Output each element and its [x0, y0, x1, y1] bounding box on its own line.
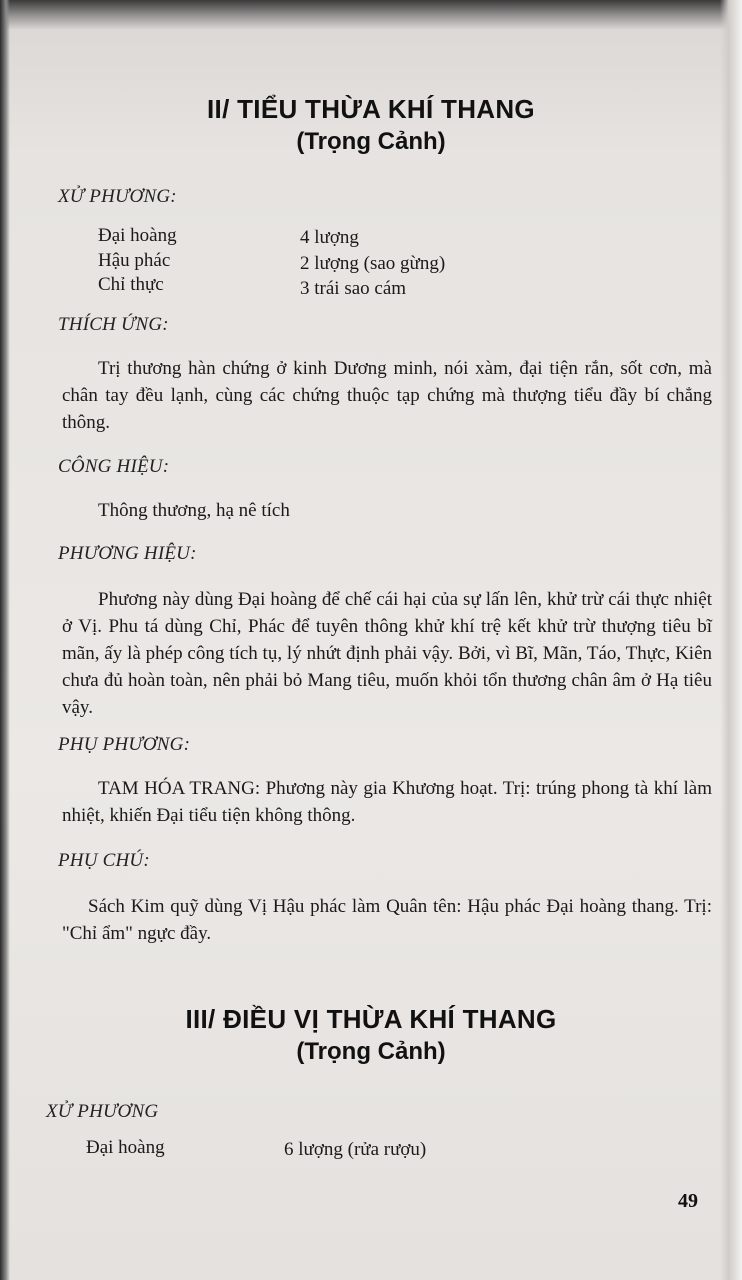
section-2-subtitle: (Trọng Cảnh)	[296, 128, 446, 155]
section-2-phuong-hieu-label: PHƯƠNG HIỆU:	[58, 543, 197, 564]
section-2-xu-phuong-label: XỬ PHƯƠNG:	[58, 186, 177, 207]
section-2-cong-hieu-label: CÔNG HIỆU:	[58, 456, 170, 477]
section-2-title: II/ TIỂU THỪA KHÍ THANG	[207, 94, 535, 124]
section-2-phu-chu-label: PHỤ CHÚ:	[58, 850, 150, 871]
page-right-edge	[720, 0, 742, 1280]
ingredient-name: Đại hoàng	[98, 225, 177, 246]
section-2-phu-phuong-label: PHỤ PHƯƠNG:	[58, 734, 191, 755]
page-top-shadow	[0, 0, 742, 30]
section-2-thich-ung-text: Trị thương hàn chứng ở kinh Dương minh, nói xàm, đại tiện rắn, sốt cơn, mà chân tay đều lạnh, cùng các chứng thuộc tạp chứng mà thượng tiểu đầy bí chẳng thông.	[62, 358, 712, 433]
page-number: 49	[678, 1190, 698, 1212]
section-2-phu-phuong-text: TAM HÓA TRANG: Phương này gia Khương hoạt. Trị: trúng phong tà khí làm nhiệt, khiến Đại tiểu tiện không thông.	[62, 778, 712, 826]
ingredient-name: Đại hoàng	[86, 1137, 165, 1158]
section-3-subtitle: (Trọng Cảnh)	[296, 1038, 446, 1065]
section-3-xu-phuong-label: XỬ PHƯƠNG	[46, 1101, 159, 1122]
section-2-thich-ung-label: THÍCH ỨNG:	[58, 314, 169, 335]
section-2-phu-chu-text: Sách Kim quỹ dùng Vị Hậu phác làm Quân tên: Hậu phác Đại hoàng thang. Trị: "Chỉ ẩm" ngực đầy.	[62, 896, 712, 944]
ingredient-name: Hậu phác	[98, 250, 171, 271]
ingredient-dose: 2 lượng (sao gừng)	[300, 253, 446, 274]
section-2-cong-hieu-text: Thông thương, hạ nê tích	[98, 500, 290, 521]
ingredient-dose: 4 lượng	[300, 227, 359, 248]
section-2-phuong-hieu-text: Phương này dùng Đại hoàng để chế cái hại của sự lấn lên, khử trừ cái thực nhiệt ở Vị. Phu tá dùng Chỉ, Phác để tuyên thông khử khí trệ kết khử trừ thượng tiêu bĩ mãn, ấy là phép công tích tụ, lý nhứt định phải vậy. Bởi, vì Bĩ, Mãn, Táo, Thực, Kiên chưa đủ hoàn toàn, nên phải bỏ Mang tiêu, muốn khỏi tổn thương chân âm ở Hạ tiêu vậy.	[62, 589, 712, 718]
ingredient-dose: 3 trái sao cám	[300, 278, 407, 299]
ingredient-dose: 6 lượng (rửa rượu)	[284, 1139, 427, 1160]
ingredient-name: Chỉ thực	[98, 274, 164, 295]
section-3-title: III/ ĐIỀU VỊ THỪA KHÍ THANG	[185, 1004, 557, 1034]
page-left-shadow	[0, 0, 10, 1280]
